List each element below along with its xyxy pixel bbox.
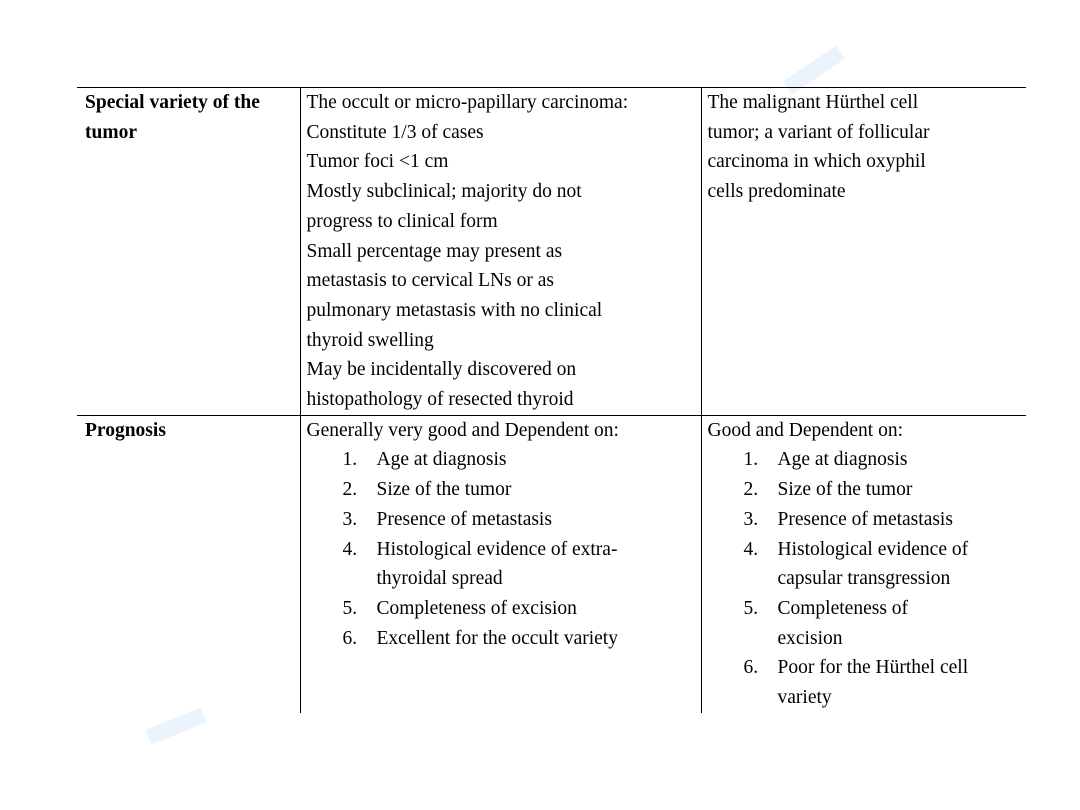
list-item: 2. Size of the tumor — [342, 479, 512, 501]
cell-line: Tumor foci <1 cm — [306, 151, 449, 173]
prognosis-list — [307, 445, 701, 653]
list-item: 2. Size of the tumor — [743, 479, 913, 501]
list-item: 3. Presence of metastasis — [743, 508, 953, 530]
table-row — [77, 88, 1026, 416]
cell-line: histopathology of resected thyroid — [306, 389, 574, 411]
table-cell — [701, 88, 1026, 416]
list-item: 4. Histological evidence of extra- thyroidal spread — [342, 538, 618, 590]
list-item: 6. Excellent for the occult variety — [342, 627, 618, 649]
cell-line: The occult or micro-papillary carcinoma: — [306, 92, 629, 113]
list-item: 5. Completeness of excision — [342, 597, 577, 619]
prognosis-list — [708, 445, 1027, 712]
table-cell — [300, 415, 701, 713]
cell-line: May be incidentally discovered on — [306, 359, 577, 381]
cell-line: Mostly subclinical; majority do not — [306, 181, 582, 203]
cell-line: carcinoma in which oxyphil — [707, 151, 926, 173]
cell-line: Small percentage may present as — [306, 240, 563, 262]
list-item: 1. Age at diagnosis — [342, 449, 507, 471]
list-item: 3. Presence of metastasis — [342, 508, 552, 530]
cell-line: Constitute 1/3 of cases — [306, 121, 484, 143]
cell-line: thyroid swelling — [306, 329, 434, 351]
row-label: Prognosis — [77, 415, 300, 713]
list-item: 4. Histological evidence of capsular transgression — [743, 538, 969, 590]
list-item: 6. Poor for the Hürthel cell variety — [743, 657, 969, 709]
cell-intro: Good and Dependent on: — [707, 419, 903, 441]
cell-line: tumor; a variant of follicular — [707, 121, 930, 143]
table-row — [77, 415, 1026, 713]
comparison-table — [77, 87, 1026, 713]
cell-line: metastasis to cervical LNs or as — [306, 270, 554, 292]
watermark-shape — [145, 707, 207, 744]
cell-line: progress to clinical form — [306, 210, 498, 232]
cell-line: pulmonary metastasis with no clinical — [306, 299, 603, 321]
table-cell — [300, 88, 701, 416]
row-label: Special variety of the tumor — [77, 88, 300, 416]
table-cell — [701, 415, 1026, 713]
cell-intro: Generally very good and Dependent on: — [306, 419, 619, 441]
list-item: 1. Age at diagnosis — [743, 449, 908, 471]
list-item: 5. Completeness of excision — [743, 597, 909, 649]
cell-line: The malignant Hürthel cell — [707, 92, 919, 113]
cell-line: cells predominate — [707, 181, 846, 203]
